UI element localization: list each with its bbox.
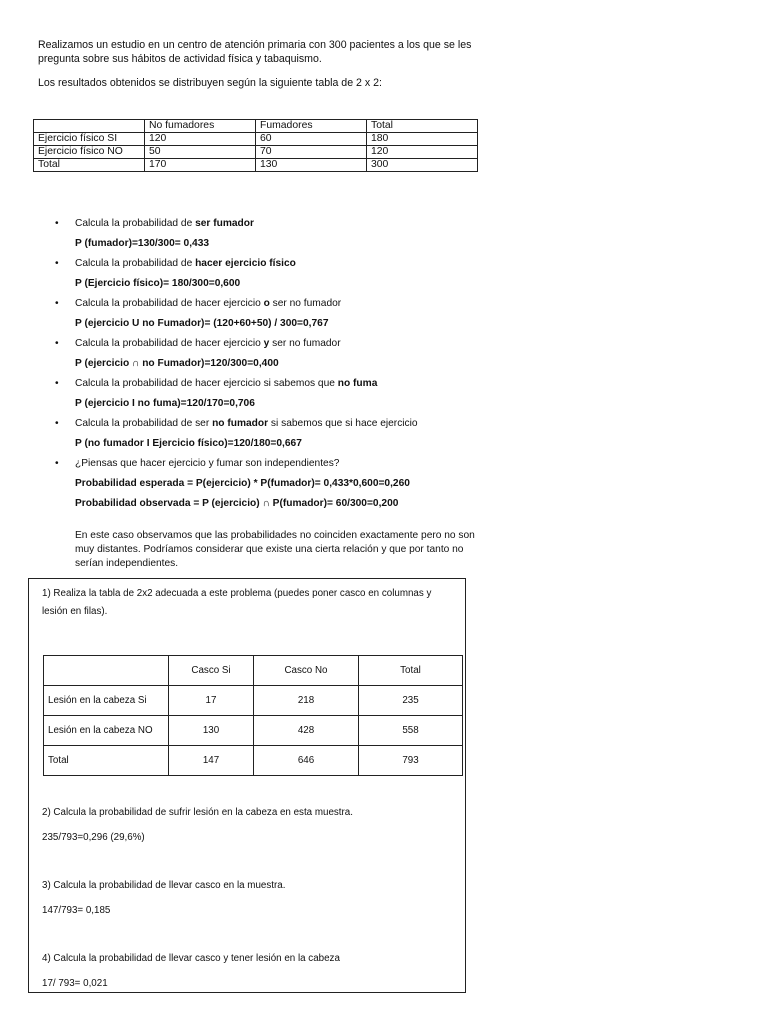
helmet-injury-table bbox=[43, 655, 463, 776]
question-3-text: 3) Calcula la probabilidad de llevar casco en la muestra. bbox=[42, 880, 286, 891]
table-cell: No fumadores bbox=[145, 120, 256, 133]
question-4-text: 4) Calcula la probabilidad de llevar casco y tener lesión en la cabeza bbox=[42, 953, 340, 964]
question-text: ¿Piensas que hacer ejercicio y fumar son independientes? bbox=[75, 458, 340, 469]
question-text: Calcula la probabilidad de hacer ejercicio o ser no fumador bbox=[75, 298, 342, 309]
table-cell: 300 bbox=[367, 159, 478, 172]
table-row bbox=[34, 146, 478, 159]
table-row bbox=[34, 133, 478, 146]
list-item bbox=[55, 214, 475, 254]
list-item bbox=[55, 414, 475, 454]
question-text: Calcula la probabilidad de hacer ejercicio físico bbox=[75, 258, 296, 269]
answer-text: P (ejercicio ∩ no Fumador)=120/300=0,400 bbox=[75, 358, 279, 369]
answer-text: P (no fumador I Ejercicio físico)=120/180=0,667 bbox=[75, 438, 302, 449]
answer-text-expected: Probabilidad esperada = P(ejercicio) * P(fumador)= 0,433*0,600=0,260 bbox=[75, 478, 410, 489]
table-cell: 120 bbox=[367, 146, 478, 159]
table-header-row bbox=[34, 120, 478, 133]
table-cell: 180 bbox=[367, 133, 478, 146]
table-cell: Total bbox=[34, 159, 145, 172]
table-cell: 793 bbox=[359, 746, 463, 776]
table-cell bbox=[34, 120, 145, 133]
list-item bbox=[55, 454, 475, 514]
list-item bbox=[55, 374, 475, 414]
table-cell: Fumadores bbox=[256, 120, 367, 133]
table-cell: 646 bbox=[254, 746, 359, 776]
table-cell: 130 bbox=[169, 716, 254, 746]
table-header-row bbox=[44, 656, 463, 686]
bullet-icon: • bbox=[55, 218, 59, 229]
question-text: Calcula la probabilidad de ser fumador bbox=[75, 218, 254, 229]
table-cell: Casco Si bbox=[169, 656, 254, 686]
table-row bbox=[44, 686, 463, 716]
answer-text: P (ejercicio U no Fumador)= (120+60+50) / 300=0,767 bbox=[75, 318, 329, 329]
table-cell: 130 bbox=[256, 159, 367, 172]
table-cell: Lesión en la cabeza NO bbox=[44, 716, 169, 746]
answer-2-text: 235/793=0,296 (29,6%) bbox=[42, 832, 145, 843]
table-cell: Ejercicio físico SI bbox=[34, 133, 145, 146]
bullet-icon: • bbox=[55, 338, 59, 349]
table-cell: 558 bbox=[359, 716, 463, 746]
question-1-text: 1) Realiza la tabla de 2x2 adecuada a este problema (puedes poner casco en columnas y lesión en filas). bbox=[42, 588, 432, 617]
table-cell: Casco No bbox=[254, 656, 359, 686]
table-cell: 147 bbox=[169, 746, 254, 776]
table-row bbox=[44, 716, 463, 746]
table-cell: Total bbox=[359, 656, 463, 686]
table-cell: 17 bbox=[169, 686, 254, 716]
table-cell bbox=[44, 656, 169, 686]
table-cell: Total bbox=[367, 120, 478, 133]
table-cell: Lesión en la cabeza Si bbox=[44, 686, 169, 716]
question-text: Calcula la probabilidad de hacer ejercicio si sabemos que no fuma bbox=[75, 378, 378, 389]
bullet-icon: • bbox=[55, 378, 59, 389]
bullet-icon: • bbox=[55, 458, 59, 469]
table-cell: 428 bbox=[254, 716, 359, 746]
answer-text: P (ejercicio I no fuma)=120/170=0,706 bbox=[75, 398, 255, 409]
table-cell: 70 bbox=[256, 146, 367, 159]
answer-text: P (Ejercicio físico)= 180/300=0,600 bbox=[75, 278, 241, 289]
answer-text-observed: Probabilidad observada = P (ejercicio) ∩ P(fumador)= 60/300=0,200 bbox=[75, 498, 399, 509]
answer-3-text: 147/793= 0,185 bbox=[42, 905, 111, 916]
question-text: Calcula la probabilidad de ser no fumador si sabemos que si hace ejercicio bbox=[75, 418, 418, 429]
smoking-exercise-table bbox=[33, 119, 478, 172]
intro-paragraph: Realizamos un estudio en un centro de atención primaria con 300 pacientes a los que se les pregunta sobre sus hábitos de actividad física y tabaquismo. bbox=[38, 39, 472, 65]
question-2-text: 2) Calcula la probabilidad de sufrir lesión en la cabeza en esta muestra. bbox=[42, 807, 353, 818]
intro-text bbox=[38, 38, 478, 90]
table-cell: 218 bbox=[254, 686, 359, 716]
answer-text: P (fumador)=130/300= 0,433 bbox=[75, 238, 210, 249]
table-cell: 120 bbox=[145, 133, 256, 146]
table-row bbox=[44, 746, 463, 776]
table-row bbox=[34, 159, 478, 172]
bullet-icon: • bbox=[55, 258, 59, 269]
bullet-icon: • bbox=[55, 418, 59, 429]
conclusion-text: En este caso observamos que las probabilidades no coinciden exactamente pero no son muy distantes. Podríamos considerar que existe una cierta relación y que por tanto no serían independientes. bbox=[75, 530, 475, 569]
question-list bbox=[55, 214, 475, 514]
list-item bbox=[55, 334, 475, 374]
table-cell: Total bbox=[44, 746, 169, 776]
question-text: Calcula la probabilidad de hacer ejercicio y ser no fumador bbox=[75, 338, 341, 349]
list-item bbox=[55, 294, 475, 334]
intro-paragraph-table-note: Los resultados obtenidos se distribuyen según la siguiente tabla de 2 x 2: bbox=[38, 77, 382, 89]
table-cell: Ejercicio físico NO bbox=[34, 146, 145, 159]
table-cell: 235 bbox=[359, 686, 463, 716]
answer-4-text: 17/ 793= 0,021 bbox=[42, 978, 108, 989]
table-cell: 50 bbox=[145, 146, 256, 159]
table-cell: 170 bbox=[145, 159, 256, 172]
list-item bbox=[55, 254, 475, 294]
helmet-exercise-box bbox=[28, 578, 466, 993]
table-cell: 60 bbox=[256, 133, 367, 146]
bullet-icon: • bbox=[55, 298, 59, 309]
